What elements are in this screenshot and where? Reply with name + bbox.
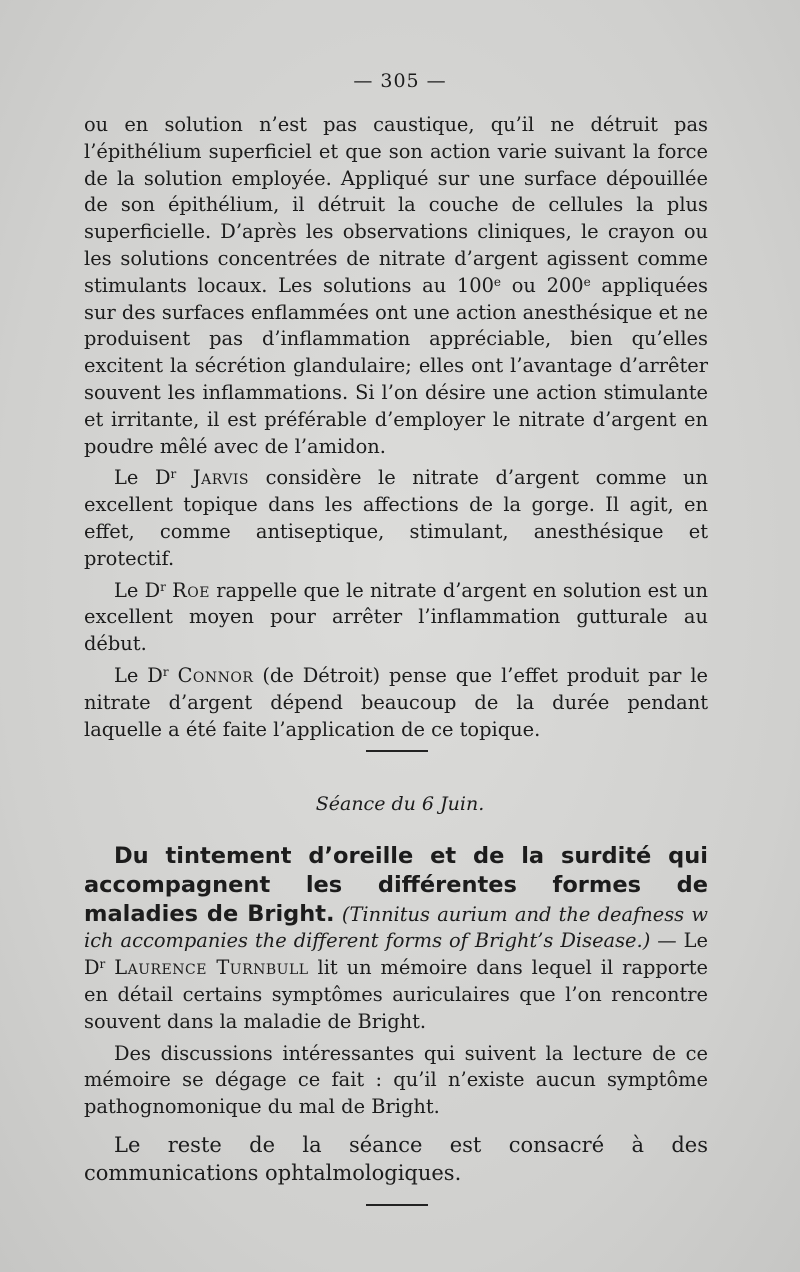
para1-text: ou en solution n’est pas caustique, qu’il ne détruit pas l’épithélium superficiel et que son action varie suivant la force de la solution employée. Appliqué sur une surface dépouillée de son épithélium, il détruit la couche de cellules la plus superficielle. D’après les observations cliniques, le crayon ou les solutions concentrées de nitrate d’argent agissent comme stimulants locaux. Les solutions au 100 (84, 113, 708, 297)
body-text-lower (84, 842, 708, 1192)
para2-pre: Le D (114, 466, 171, 490)
para1-sup-2: e (583, 274, 591, 289)
para5-text: lit un mémoire dans lequel il rapporte en détail certains symptômes auriculaires que l’on rencontre souvent dans la maladie de Bright. (84, 956, 708, 1033)
para5-sup: r (99, 957, 106, 972)
section-divider (366, 750, 428, 752)
session-title: Séance du 6 Juin. (315, 793, 485, 815)
end-divider (366, 1204, 428, 1206)
paragraph-roe (84, 578, 708, 658)
paragraph-session-rest: Le reste de la séance est consacré à des communications ophtalmologiques. (84, 1132, 708, 1185)
paragraph-connor (84, 663, 708, 743)
paragraph-jarvis (84, 465, 708, 572)
body-text-upper (84, 112, 708, 748)
paragraph-turnbull (84, 842, 708, 1036)
page-number: — 305 — (353, 70, 447, 92)
author-name-roe: Roe (172, 578, 210, 602)
para4-pre: Le D (114, 663, 163, 687)
para1-mid: ou 200 (501, 273, 584, 297)
paragraph-discussions: Des discussions intéressantes qui suivent la lecture de ce mémoire se dégage ce fait : qu’il n’existe aucun symptôme pathognomonique du mal de Bright. (84, 1041, 708, 1119)
author-name-turnbull: Laurence Turnbull (114, 956, 309, 980)
para3-sup: r (160, 579, 166, 594)
article-heading: Du tintement d’oreille et de la surdité qui accompagnent les différentes formes de maladies de Bright. (84, 843, 708, 927)
para4-text: (de Détroit) pense que l’effet produit par le nitrate d’argent dépend beaucoup de la durée pendant laquelle a été faite l’application de ce topique. (84, 663, 708, 741)
para5-pre: — Le D (84, 929, 708, 980)
para2-sup: r (170, 467, 177, 482)
para4-sup: r (162, 664, 169, 679)
para1-end: appliquées sur des surfaces enflammées ont une action anesthésique et ne produisent pas d’inflammation appréciable, bien qu’elles excitent la sécrétion glandulaire; elles ont l’avantage d’arrêter souvent les inflammations. Si l’on désire une action stimulante et irritante, il est préférable d’employer le nitrate d’argent en poudre mêlé avec de l’amidon. (84, 273, 708, 458)
para3-pre: Le D (114, 578, 161, 602)
para3-text: rappelle que le nitrate d’argent en solution est un excellent moyen pour arrêter l’inflammation gutturale au début. (84, 578, 709, 656)
para2-text: considère le nitrate d’argent comme un excellent topique dans les affections de la gorge. Il agit, en effet, comme antiseptique, stimulant, anesthésique et protectif. (84, 466, 709, 570)
paragraph-silver-nitrate-action (84, 112, 708, 460)
para1-sup-1: e (493, 274, 502, 289)
author-name-connor: Connor (177, 663, 254, 687)
english-title: (Tinnitus aurium and the deafness w ich accompanies the different forms of Bright’s Disease.) (84, 902, 708, 953)
author-name-jarvis: Jarvis (192, 466, 250, 490)
